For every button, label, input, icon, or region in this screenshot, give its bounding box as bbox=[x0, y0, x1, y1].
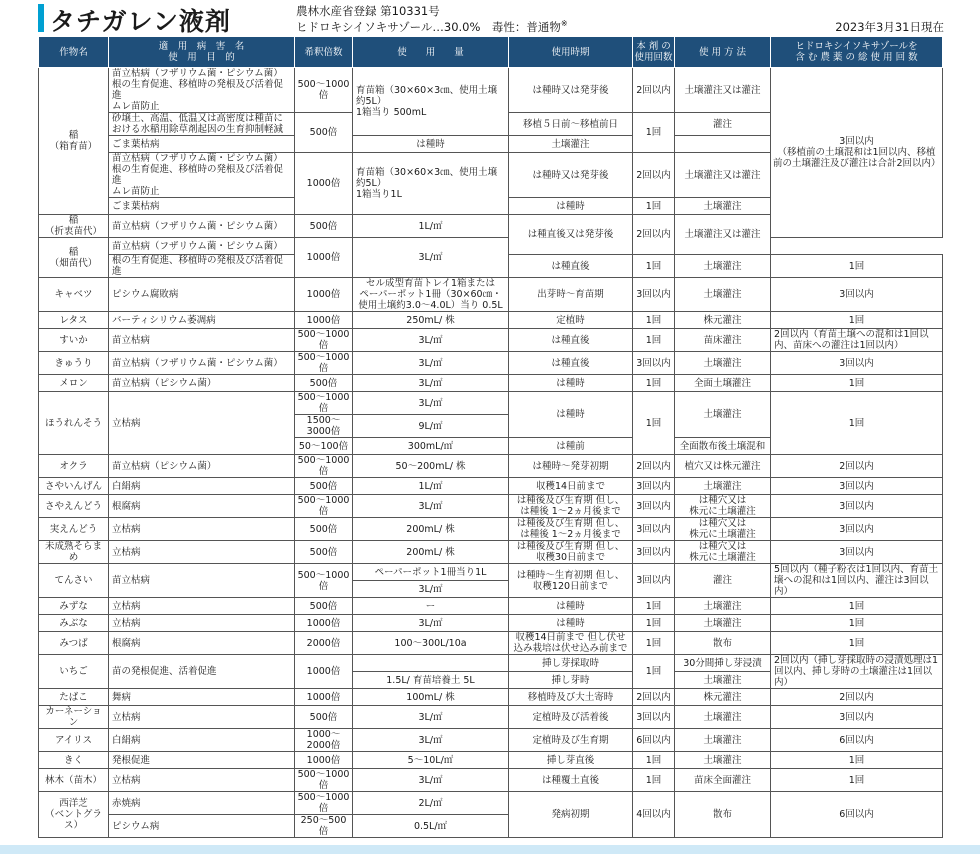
note-mark: ※ bbox=[560, 19, 568, 29]
table-cell: 50～200mL/ 株 bbox=[353, 455, 509, 478]
table-cell: 3回以内 bbox=[771, 518, 943, 541]
table-cell: 挿し芽時 bbox=[509, 672, 633, 689]
table-cell: 土壌灌注 bbox=[675, 392, 771, 438]
table-cell: 1回 bbox=[633, 198, 675, 215]
table-cell: 土壌灌注 bbox=[675, 672, 771, 689]
disease-cell: 苗の発根促進、活着促進 bbox=[109, 655, 295, 689]
table-cell: 植穴又は株元灌注 bbox=[675, 455, 771, 478]
table-cell: 移植時及び大土寄時 bbox=[509, 689, 633, 706]
table-cell: 土壌灌注又は灌注 bbox=[675, 215, 771, 255]
disease-cell: 苗立枯病（フザリウム菌・ピシウム菌） bbox=[109, 238, 295, 255]
table-cell: 250mL/ 株 bbox=[353, 312, 509, 329]
table-cell: 2000倍 bbox=[295, 632, 353, 655]
crop-name-cell: ほうれんそう bbox=[39, 392, 109, 455]
table-cell: 500～1000倍 bbox=[295, 455, 353, 478]
table-cell: 2回以内 bbox=[633, 455, 675, 478]
table-cell: 3回以内 bbox=[771, 495, 943, 518]
disease-cell: 白絹病 bbox=[109, 478, 295, 495]
disease-cell: ごま葉枯病 bbox=[109, 198, 295, 215]
table-cell: 1回 bbox=[633, 329, 675, 352]
table-cell: 1回 bbox=[633, 598, 675, 615]
crop-name-cell: みぶな bbox=[39, 615, 109, 632]
table-cell: 散布 bbox=[675, 632, 771, 655]
crop-name-cell: みつば bbox=[39, 632, 109, 655]
table-cell: 500倍 bbox=[295, 113, 353, 153]
table-cell: 1回 bbox=[771, 255, 943, 278]
disease-cell: 立枯病 bbox=[109, 598, 295, 615]
table-cell: 0.5L/㎡ bbox=[353, 815, 509, 838]
table-cell: 土壌灌注 bbox=[675, 255, 771, 278]
disease-cell: 2回以内（育苗土壌への混和は1回以内、苗床への灌注は1回以内） bbox=[771, 329, 943, 352]
table-cell: 1回 bbox=[771, 769, 943, 792]
crop-name-cell: カーネーション bbox=[39, 706, 109, 729]
table-cell: は種直後 bbox=[509, 255, 633, 278]
table-row bbox=[39, 729, 943, 752]
table-cell: 2回以内 bbox=[633, 689, 675, 706]
column-header: 作物名 bbox=[39, 37, 109, 68]
table-cell: 500～1000倍 bbox=[295, 792, 353, 815]
ingredient-text: ヒドロキシイソキサゾール…30.0% 毒性：普通物 bbox=[296, 20, 561, 34]
crop-name-cell: てんさい bbox=[39, 564, 109, 598]
disease-cell: 根の生育促進、移植時の発根及び活着促進 bbox=[109, 255, 295, 278]
ingredient-info bbox=[296, 19, 568, 35]
table-cell: 3回以内 bbox=[771, 278, 943, 312]
crop-name-cell: アイリス bbox=[39, 729, 109, 752]
bottom-decorative-band bbox=[0, 845, 980, 854]
crop-name-cell: さやいんげん bbox=[39, 478, 109, 495]
table-cell: 50～100倍 bbox=[295, 438, 353, 455]
table-cell: 1回 bbox=[771, 312, 943, 329]
table-row bbox=[39, 598, 943, 615]
table-cell: 1回 bbox=[633, 632, 675, 655]
table-cell: 1L/㎡ bbox=[353, 478, 509, 495]
table-cell: は種時 bbox=[353, 136, 509, 153]
disease-cell: 立枯病 bbox=[109, 518, 295, 541]
table-cell: 1000倍 bbox=[295, 655, 353, 689]
table-cell: 収穫14日前まで 但し伏せ 込み栽培は伏せ込み前まで bbox=[509, 632, 633, 655]
table-cell bbox=[353, 655, 509, 672]
table-row bbox=[39, 752, 943, 769]
table-cell: 挿し芽直後 bbox=[509, 752, 633, 769]
table-cell: 定植時 bbox=[509, 312, 633, 329]
table-cell: 5～10L/㎡ bbox=[353, 752, 509, 769]
table-cell: 散布 bbox=[675, 792, 771, 838]
table-cell: は種時又は発芽後 bbox=[509, 153, 633, 198]
table-cell: 1回 bbox=[633, 113, 675, 153]
table-cell: 収穫14日前まで bbox=[509, 478, 633, 495]
crop-name-cell: きゅうり bbox=[39, 352, 109, 375]
table-row bbox=[39, 455, 943, 478]
crop-name-cell: 未成熟そらまめ bbox=[39, 541, 109, 564]
table-cell: 1回 bbox=[633, 255, 675, 278]
page-header bbox=[0, 0, 980, 36]
table-cell: 定植時及び生育期 bbox=[509, 729, 633, 752]
crop-name-cell: 稲 （折衷苗代） bbox=[39, 215, 109, 238]
table-cell: 500倍 bbox=[295, 598, 353, 615]
table-cell: 3回以内 bbox=[633, 478, 675, 495]
disease-cell: 苗立枯病（フザリウム菌・ピシウム菌） 根の生育促進、移植時の発根及び活着促進 ムレ苗防止 bbox=[109, 68, 295, 113]
crop-name-cell: いちご bbox=[39, 655, 109, 689]
table-cell: 挿し芽採取時 bbox=[509, 655, 633, 672]
crop-name-cell: メロン bbox=[39, 375, 109, 392]
as-of-date: 2023年3月31日現在 bbox=[835, 20, 944, 34]
table-cell: 土壌灌注 bbox=[509, 136, 633, 153]
column-header: ヒドロキシイソキサゾールを 含 む 農 薬 の 総 使 用 回 数 bbox=[771, 37, 943, 68]
disease-cell: バーティシリウム萎凋病 bbox=[109, 312, 295, 329]
table-cell: 1000倍 bbox=[295, 312, 353, 329]
disease-cell: 育苗箱（30×60×3㎝、使用土壌約5L） 1箱当り1L bbox=[353, 153, 509, 215]
table-cell: 1回 bbox=[771, 392, 943, 455]
disease-cell: 立枯病 bbox=[109, 769, 295, 792]
table-cell: 1回 bbox=[633, 655, 675, 689]
disease-cell: 5回以内（種子粉衣は1回以内、育苗土壌への混和は1回以内、灌注は3回以内） bbox=[771, 564, 943, 598]
table-cell: 1000倍 bbox=[295, 278, 353, 312]
table-cell: 1000倍 bbox=[295, 752, 353, 769]
table-cell: は種時 bbox=[509, 615, 633, 632]
table-cell: 灌注 bbox=[675, 113, 771, 136]
table-cell: 500～1000倍 bbox=[295, 392, 353, 415]
crop-name-cell: 西洋芝 （ベントグラス） bbox=[39, 792, 109, 838]
table-cell: 3回以内 bbox=[633, 352, 675, 375]
table-row bbox=[39, 689, 943, 706]
product-title: タチガレン液剤 bbox=[50, 7, 231, 36]
table-cell: 3回以内 bbox=[633, 495, 675, 518]
table-cell: は種穴又は 株元に土壌灌注 bbox=[675, 495, 771, 518]
table-cell: 土壌灌注 bbox=[675, 598, 771, 615]
table-cell: 1000～2000倍 bbox=[295, 729, 353, 752]
table-cell: 2L/㎡ bbox=[353, 792, 509, 815]
disease-cell: ピシウム腐敗病 bbox=[109, 278, 295, 312]
table-cell: 1L/㎡ bbox=[353, 215, 509, 238]
table-cell: 1000倍 bbox=[295, 153, 353, 215]
table-cell: セル成型育苗トレイ1箱または ペーパーポット1冊（30×60㎝・ 使用土壌約3.0～4.0L）当り 0.5L bbox=[353, 278, 509, 312]
table-cell: 2回以内 bbox=[633, 153, 675, 198]
column-header: 使用時期 bbox=[509, 37, 633, 68]
table-cell: 3回以内 （移植前の土壌混和は1回以内、移植前の土壌灌注及び灌注は合計2回以内） bbox=[771, 68, 943, 238]
table-cell: は種時 bbox=[509, 375, 633, 392]
table-cell: 1回 bbox=[771, 375, 943, 392]
crop-name-cell: さやえんどう bbox=[39, 495, 109, 518]
table-cell: ペーパーポット1冊当り1L bbox=[353, 564, 509, 581]
table-row bbox=[39, 375, 943, 392]
table-row bbox=[39, 615, 943, 632]
disease-cell: 舞病 bbox=[109, 689, 295, 706]
crop-name-cell: 林木（苗木） bbox=[39, 769, 109, 792]
table-cell: 500倍 bbox=[295, 518, 353, 541]
disease-cell: 苗立枯病（フザリウム菌・ピシウム菌） bbox=[109, 352, 295, 375]
table-cell: 200mL/ 株 bbox=[353, 541, 509, 564]
table-cell: 土壌灌注 bbox=[675, 352, 771, 375]
table-cell: 土壌灌注又は灌注 bbox=[675, 153, 771, 198]
disease-cell: 苗立枯病 bbox=[109, 329, 295, 352]
table-cell: 500～1000倍 bbox=[295, 329, 353, 352]
table-row bbox=[39, 352, 943, 375]
table-cell: 1回 bbox=[633, 375, 675, 392]
disease-cell: 立枯病 bbox=[109, 615, 295, 632]
table-cell: 3L/㎡ bbox=[353, 352, 509, 375]
table-cell: 1回 bbox=[633, 392, 675, 455]
table-cell: 1.5L/ 育苗培養土 5L bbox=[353, 672, 509, 689]
table-cell: は種覆土直後 bbox=[509, 769, 633, 792]
table-cell: は種後及び生育期 但し、 収穫30日前まで bbox=[509, 541, 633, 564]
table-cell: 1回 bbox=[771, 598, 943, 615]
table-cell: は種時～発芽初期 bbox=[509, 455, 633, 478]
table-cell: 3回以内 bbox=[771, 541, 943, 564]
disease-cell: ごま葉枯病 bbox=[109, 136, 295, 153]
table-cell: 500倍 bbox=[295, 541, 353, 564]
table-cell: は種穴又は 株元に土壌灌注 bbox=[675, 518, 771, 541]
table-cell: ー bbox=[353, 598, 509, 615]
table-cell: 500～1000倍 bbox=[295, 68, 353, 113]
table-cell: 3L/㎡ bbox=[353, 706, 509, 729]
table-cell: 1回 bbox=[633, 752, 675, 769]
table-cell: 土壌灌注 bbox=[675, 729, 771, 752]
table-cell: は種直後 bbox=[509, 329, 633, 352]
table-cell: 200mL/ 株 bbox=[353, 518, 509, 541]
table-cell: 苗床灌注 bbox=[675, 329, 771, 352]
table-cell: は種時～生育初期 但し、 収穫120日前まで bbox=[509, 564, 633, 598]
table-cell: 500倍 bbox=[295, 478, 353, 495]
table-cell: 1回 bbox=[633, 312, 675, 329]
table-cell: 3回以内 bbox=[633, 564, 675, 598]
table-cell: 3L/㎡ bbox=[353, 375, 509, 392]
table-cell: 3L/㎡ bbox=[353, 392, 509, 415]
table-cell: 250～500倍 bbox=[295, 815, 353, 838]
crop-name-cell: たばこ bbox=[39, 689, 109, 706]
table-cell: は種時 bbox=[509, 392, 633, 438]
crop-name-cell: みずな bbox=[39, 598, 109, 615]
disease-cell: 苗立枯病（フザリウム菌・ピシウム菌） bbox=[109, 215, 295, 238]
table-row bbox=[39, 655, 943, 672]
table-cell: 3回以内 bbox=[633, 278, 675, 312]
table-row bbox=[39, 564, 943, 581]
disease-cell: 発根促進 bbox=[109, 752, 295, 769]
table-cell: 1回 bbox=[771, 752, 943, 769]
table-cell: 定植時及び活着後 bbox=[509, 706, 633, 729]
table-cell: 土壌灌注 bbox=[675, 278, 771, 312]
table-row bbox=[39, 238, 943, 255]
table-cell: 500倍 bbox=[295, 215, 353, 238]
table-cell: 1回 bbox=[633, 615, 675, 632]
table-cell: 100mL/ 株 bbox=[353, 689, 509, 706]
table-cell: は種後及び生育期 但し、 は種後 1～2ヵ月後まで bbox=[509, 518, 633, 541]
column-header: 使 用 量 bbox=[353, 37, 509, 68]
disease-cell: 苗立枯病（フザリウム菌・ピシウム菌） 根の生育促進、移植時の発根及び活着促進 ムレ苗防止 bbox=[109, 153, 295, 198]
table-cell: 土壌灌注 bbox=[675, 706, 771, 729]
table-cell: 3L/㎡ bbox=[353, 581, 509, 598]
table-cell: 1回 bbox=[771, 632, 943, 655]
table-cell: 1000倍 bbox=[295, 615, 353, 632]
table-row bbox=[39, 392, 943, 415]
table-cell: 灌注 bbox=[675, 564, 771, 598]
table-cell: は種直後又は発芽後 bbox=[509, 215, 633, 255]
table-cell: 全面土壌灌注 bbox=[675, 375, 771, 392]
table-cell: 土壌灌注 bbox=[675, 478, 771, 495]
table-row bbox=[39, 478, 943, 495]
table-row bbox=[39, 769, 943, 792]
table-cell: は種後及び生育期 但し、 は種後 1～2ヵ月後まで bbox=[509, 495, 633, 518]
table-cell: は種前 bbox=[509, 438, 633, 455]
table-cell: 3L/㎡ bbox=[353, 238, 509, 278]
table-cell: 発病初期 bbox=[509, 792, 633, 838]
column-header: 使 用 方 法 bbox=[675, 37, 771, 68]
table-cell: 株元灌注 bbox=[675, 312, 771, 329]
crop-name-cell: きく bbox=[39, 752, 109, 769]
table-cell: 3L/㎡ bbox=[353, 329, 509, 352]
table-cell: 土壌灌注 bbox=[675, 198, 771, 215]
table-cell: 30分間挿し芽浸漬 bbox=[675, 655, 771, 672]
table-cell: 移植５日前～移植前日 bbox=[509, 113, 633, 136]
table-cell: 500～1000倍 bbox=[295, 769, 353, 792]
disease-cell: ピシウム病 bbox=[109, 815, 295, 838]
table-cell: 300mL/㎡ bbox=[353, 438, 509, 455]
table-cell: 3回以内 bbox=[771, 352, 943, 375]
table-cell: は種直後 bbox=[509, 352, 633, 375]
table-cell: 2回以内 bbox=[771, 689, 943, 706]
usage-table bbox=[38, 36, 943, 838]
table-cell: 2回以内 bbox=[771, 455, 943, 478]
table-cell: 6回以内 bbox=[771, 729, 943, 752]
table-cell: 出芽時～育苗期 bbox=[509, 278, 633, 312]
table-cell: 苗床全面灌注 bbox=[675, 769, 771, 792]
disease-cell: 2回以内（挿し芽採取時の浸漬処理は1回以内、挿し芽時の土壌灌注は1回以内） bbox=[771, 655, 943, 689]
crop-name-cell: すいか bbox=[39, 329, 109, 352]
table-cell: は種穴又は 株元に土壌灌注 bbox=[675, 541, 771, 564]
disease-cell: 根腐病 bbox=[109, 632, 295, 655]
crop-name-cell: 稲 （箱育苗） bbox=[39, 68, 109, 215]
table-cell: 1000倍 bbox=[295, 238, 353, 278]
table-header-row bbox=[39, 37, 943, 68]
disease-cell: 赤焼病 bbox=[109, 792, 295, 815]
disease-cell: 根腐病 bbox=[109, 495, 295, 518]
table-cell: 500倍 bbox=[295, 375, 353, 392]
disease-cell: 苗立枯病（ピシウム菌） bbox=[109, 375, 295, 392]
crop-name-cell: レタス bbox=[39, 312, 109, 329]
table-cell: 3回以内 bbox=[633, 518, 675, 541]
table-row bbox=[39, 706, 943, 729]
usage-table-container bbox=[38, 36, 942, 854]
column-header: 本 剤 の 使用回数 bbox=[633, 37, 675, 68]
table-cell: 2回以内 bbox=[633, 215, 675, 255]
table-cell: 500倍 bbox=[295, 706, 353, 729]
table-cell: は種時 bbox=[509, 598, 633, 615]
table-cell: 1500～3000倍 bbox=[295, 415, 353, 438]
table-row bbox=[39, 792, 943, 815]
disease-cell: 育苗箱（30×60×3㎝、使用土壌約5L） 1箱当り 500mL bbox=[353, 68, 509, 136]
table-cell: 3L/㎡ bbox=[353, 495, 509, 518]
table-cell: 全面散布後土壌混和 bbox=[675, 438, 771, 455]
table-cell: 3L/㎡ bbox=[353, 729, 509, 752]
title-accent-bar bbox=[38, 4, 44, 32]
disease-cell: 立枯病 bbox=[109, 706, 295, 729]
column-header: 希釈倍数 bbox=[295, 37, 353, 68]
table-cell: 500～1000倍 bbox=[295, 352, 353, 375]
crop-name-cell: キャベツ bbox=[39, 278, 109, 312]
table-cell: は種時 bbox=[509, 198, 633, 215]
table-cell: 1回 bbox=[771, 615, 943, 632]
table-cell: 3回以内 bbox=[771, 706, 943, 729]
table-cell: は種時又は発芽後 bbox=[509, 68, 633, 113]
crop-name-cell: 稲 （畑苗代） bbox=[39, 238, 109, 278]
table-cell: 2回以内 bbox=[633, 68, 675, 113]
disease-cell: 砂壌土、高温、低温又は高密度は種苗に おける水稲用除草剤起因の生育抑制軽減 bbox=[109, 113, 295, 136]
disease-cell: 白絹病 bbox=[109, 729, 295, 752]
table-cell: 3L/㎡ bbox=[353, 769, 509, 792]
table-cell: 1000倍 bbox=[295, 689, 353, 706]
table-cell: 9L/㎡ bbox=[353, 415, 509, 438]
disease-cell: 苗立枯病 bbox=[109, 564, 295, 598]
table-cell: 6回以内 bbox=[771, 792, 943, 838]
table-cell: 3L/㎡ bbox=[353, 615, 509, 632]
disease-cell: 立枯病 bbox=[109, 392, 295, 455]
table-cell: 株元灌注 bbox=[675, 689, 771, 706]
crop-name-cell: 実えんどう bbox=[39, 518, 109, 541]
table-cell: 3回以内 bbox=[633, 541, 675, 564]
crop-name-cell: オクラ bbox=[39, 455, 109, 478]
disease-cell: 立枯病 bbox=[109, 541, 295, 564]
table-cell: 6回以内 bbox=[633, 729, 675, 752]
table-cell: 3回以内 bbox=[633, 706, 675, 729]
table-cell: 500～1000倍 bbox=[295, 564, 353, 598]
table-body bbox=[39, 68, 943, 838]
table-cell: 土壌灌注 bbox=[675, 615, 771, 632]
table-row bbox=[39, 312, 943, 329]
registration-number: 農林水産省登録 第10331号 bbox=[296, 4, 440, 18]
disease-cell: 苗立枯病（ピシウム菌） bbox=[109, 455, 295, 478]
table-cell: 500～1000倍 bbox=[295, 495, 353, 518]
table-cell: 土壌灌注又は灌注 bbox=[675, 68, 771, 113]
table-cell: 3回以内 bbox=[771, 478, 943, 495]
table-cell: 土壌灌注 bbox=[675, 752, 771, 769]
table-cell: 1回 bbox=[633, 769, 675, 792]
table-cell: 4回以内 bbox=[633, 792, 675, 838]
table-cell: 100～300L/10a bbox=[353, 632, 509, 655]
column-header: 適 用 病 害 名 使 用 目 的 bbox=[109, 37, 295, 68]
